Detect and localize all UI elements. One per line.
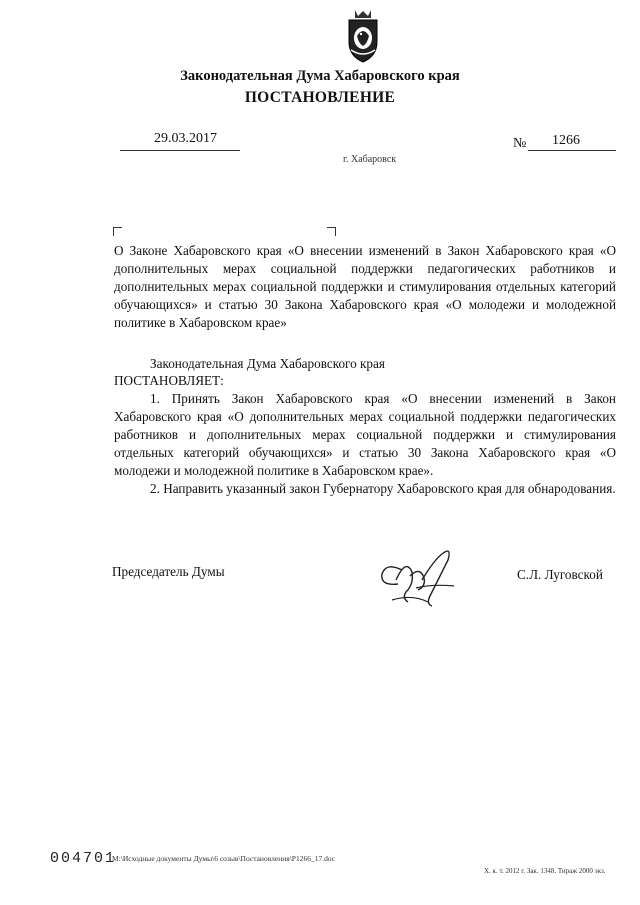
document-date: 29.03.2017 xyxy=(154,131,217,146)
number-underline xyxy=(528,150,616,151)
coat-of-arms-icon xyxy=(341,6,385,64)
subject-bracket-right xyxy=(327,227,336,236)
clause-item: 1. Принять Закон Хабаровского края «О внесении изменений в Закон Хабаровского края «О дополнительных мерах социальной поддержки педагогических работников и дополнительных мерах социальной поддержки и стимулирования отдельных категорий обучающихся» и статью 30 Закона Хабаровского края «О молодежи и молодежной политике в Хабаровском крае». xyxy=(114,391,616,478)
document-number: 1266 xyxy=(552,133,580,148)
signatory-name: С.Л. Луговской xyxy=(517,567,603,582)
registration-number: 004701 xyxy=(50,850,117,867)
document-subject xyxy=(114,242,616,332)
resolution-clauses xyxy=(114,390,616,498)
document-type: ПОСТАНОВЛЕНИЕ xyxy=(244,89,396,106)
clause-item: 2. Направить указанный закон Губернатору Хабаровского края для обнародования. xyxy=(150,481,616,496)
handwritten-signature xyxy=(372,540,464,612)
date-underline xyxy=(120,150,240,151)
print-info: Х. к. т. 2012 г. Зак. 1348. Тираж 2000 экз. xyxy=(484,867,606,875)
resolves-heading: ПОСТАНОВЛЯЕТ: xyxy=(114,373,224,388)
subject-text: О Законе Хабаровского края «О внесении изменений в Закон Хабаровского края «О дополнительных мерах социальной поддержки педагогических работников и дополнительных мерах социальной поддержки и стимулирования отдельных категорий обучающихся» и статью 30 Закона Хабаровского края «О молодежи и молодежной политике в Хабаровском крае» xyxy=(114,243,616,330)
organization-header: Законодательная Дума Хабаровского края xyxy=(180,68,460,84)
document-city: г. Хабаровск xyxy=(343,154,397,165)
preamble: Законодательная Дума Хабаровского края xyxy=(150,356,385,371)
subject-bracket-left xyxy=(113,227,122,236)
signatory-title: Председатель Думы xyxy=(112,564,225,579)
file-path: M:\Исходные документы Думы\6 созыв\Постановления\P1266_17.doc xyxy=(112,854,335,863)
number-sign: № xyxy=(513,136,527,151)
